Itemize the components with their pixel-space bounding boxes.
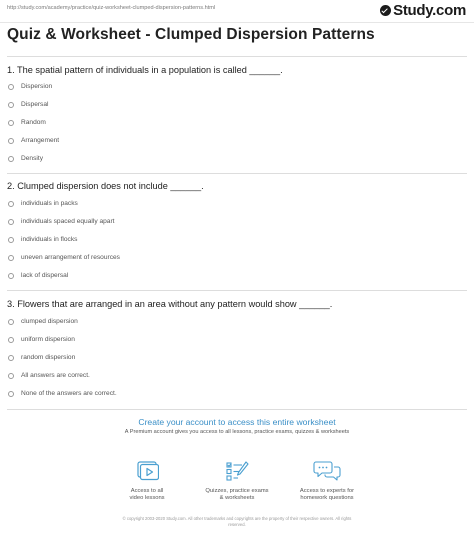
- page-title: Quiz & Worksheet - Clumped Dispersion Patterns: [7, 26, 375, 43]
- copyright-footer: © copyright 2003-2020 Study.com. All other trademarks and copyrights are the property of their respective owners. All rights reserved.: [122, 516, 352, 527]
- option-label: individuals in flocks: [21, 236, 78, 243]
- radio-button[interactable]: [8, 219, 14, 225]
- answer-option[interactable]: [8, 83, 52, 90]
- option-label: clumped dispersion: [21, 318, 78, 325]
- option-label: Random: [21, 119, 46, 126]
- option-label: uniform dispersion: [21, 336, 75, 343]
- answer-option[interactable]: [8, 236, 77, 243]
- radio-button[interactable]: [8, 319, 14, 325]
- answer-option[interactable]: [8, 218, 114, 225]
- feature-video-lessons: [102, 460, 192, 502]
- answer-option[interactable]: [8, 390, 117, 397]
- top-bar: [0, 0, 474, 23]
- radio-button[interactable]: [8, 120, 14, 126]
- feature-label: Quizzes, practice exams & worksheets: [205, 488, 269, 501]
- divider: [7, 56, 467, 57]
- option-label: individuals spaced equally apart: [21, 218, 115, 225]
- feature-label: Access to experts for homework questions: [299, 488, 355, 501]
- option-label: Dispersion: [21, 83, 53, 90]
- question-2: 2. Clumped dispersion does not include ______.: [7, 181, 204, 191]
- option-label: All answers are correct.: [21, 372, 90, 379]
- quiz-icon: [224, 460, 250, 482]
- option-label: uneven arrangement of resources: [21, 254, 120, 261]
- option-label: Density: [21, 155, 43, 162]
- logo-check-icon: [380, 5, 391, 16]
- page-url: http://study.com/academy/practice/quiz-worksheet-clumped-dispersion-patterns.html: [7, 5, 216, 11]
- feature-label: Access to all video lessons: [129, 488, 165, 501]
- answer-option[interactable]: [8, 155, 43, 162]
- divider: [7, 409, 467, 410]
- answer-option[interactable]: [8, 354, 75, 361]
- radio-button[interactable]: [8, 138, 14, 144]
- radio-button[interactable]: [8, 273, 14, 279]
- answer-option[interactable]: [8, 254, 120, 261]
- radio-button[interactable]: [8, 373, 14, 379]
- option-label: None of the answers are correct.: [21, 390, 117, 397]
- answer-option[interactable]: [8, 137, 59, 144]
- answer-option[interactable]: [8, 119, 46, 126]
- option-label: individuals in packs: [21, 200, 78, 207]
- question-1: 1. The spatial pattern of individuals in a population is called ______.: [7, 65, 283, 75]
- option-label: Arrangement: [21, 137, 60, 144]
- answer-option[interactable]: [8, 318, 78, 325]
- radio-button[interactable]: [8, 355, 14, 361]
- option-label: Dispersal: [21, 101, 49, 108]
- feature-experts: [282, 460, 372, 502]
- radio-button[interactable]: [8, 156, 14, 162]
- logo-text: Study.com: [393, 2, 466, 19]
- answer-option[interactable]: [8, 272, 68, 279]
- radio-button[interactable]: [8, 237, 14, 243]
- study-logo[interactable]: [380, 2, 466, 19]
- feature-quizzes: [192, 460, 282, 502]
- chat-icon: [313, 460, 341, 482]
- radio-button[interactable]: [8, 201, 14, 207]
- radio-button[interactable]: [8, 102, 14, 108]
- radio-button[interactable]: [8, 84, 14, 90]
- video-icon: [135, 460, 159, 482]
- divider: [7, 290, 467, 291]
- question-3: 3. Flowers that are arranged in an area without any pattern would show ______.: [7, 299, 333, 309]
- radio-button[interactable]: [8, 255, 14, 261]
- answer-option[interactable]: [8, 372, 90, 379]
- cta-subtitle: A Premium account gives you access to all lessons, practice exams, quizzes & worksheets: [124, 429, 350, 435]
- radio-button[interactable]: [8, 337, 14, 343]
- answer-option[interactable]: [8, 200, 78, 207]
- divider: [7, 173, 467, 174]
- option-label: lack of dispersal: [21, 272, 69, 279]
- option-label: random dispersion: [21, 354, 76, 361]
- radio-button[interactable]: [8, 391, 14, 397]
- answer-option[interactable]: [8, 336, 75, 343]
- answer-option[interactable]: [8, 101, 48, 108]
- cta-title[interactable]: Create your account to access this entire worksheet: [138, 417, 336, 427]
